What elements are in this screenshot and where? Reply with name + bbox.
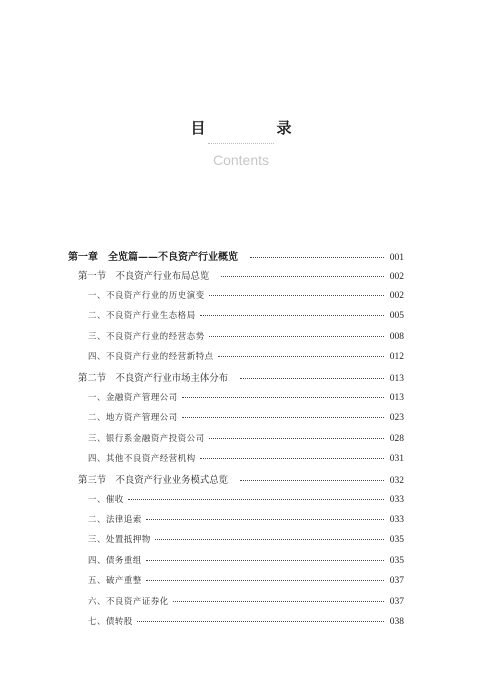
toc-dot-leader [128,499,384,500]
toc-dot-leader [173,601,384,602]
toc-page-number: 013 [389,374,404,385]
toc-dot-leader [146,560,384,561]
toc-page-number: 013 [389,392,404,403]
toc-dot-leader [218,356,384,357]
toc-page-number: 008 [389,331,404,342]
toc-entry-title: 第二节 不良资产行业市场主体分布 [78,373,229,385]
toc-dot-leader [209,438,384,439]
toc-dot-leader [209,295,384,296]
toc-entry-title: 三、银行系金融资产投资公司 [88,432,205,443]
toc-entry-title: 二、地方资产管理公司 [88,412,178,423]
toc-page-number: 028 [389,433,404,444]
toc-entry-title: 二、不良资产行业生态格局 [88,310,196,321]
toc-entry-title: 七、债转股 [88,616,133,627]
page-subtitle: Contents [212,152,270,168]
toc-dot-leader [209,336,384,337]
toc-entry-title: 五、破产重整 [88,575,142,586]
toc-entry-title: 一、催收 [88,493,124,504]
toc-entry[interactable] [68,472,404,492]
toc-entry[interactable] [68,513,404,533]
toc-dot-leader [200,315,384,316]
toc-dot-leader [221,276,383,277]
toc-entry[interactable] [68,432,404,452]
toc-entry[interactable] [68,595,404,615]
toc-entry-title: 二、法律追索 [88,514,142,525]
toc-entry[interactable] [68,370,404,390]
toc-entry-title: 第一节 不良资产行业布局总览 [78,271,210,283]
toc-entry[interactable] [68,330,404,350]
toc-entry[interactable] [68,493,404,513]
toc-entry[interactable] [68,350,404,370]
toc-entry[interactable] [68,554,404,574]
toc-page-number: 001 [389,253,404,263]
toc-entry[interactable] [68,289,404,309]
toc-entry[interactable] [68,574,404,594]
toc-page-number: 002 [389,272,404,283]
contents-heading [0,118,482,168]
toc-entry[interactable] [68,268,404,288]
toc-page-number: 035 [389,555,404,566]
toc-entry[interactable] [68,411,404,431]
toc-entry-title: 三、处置抵押物 [88,534,151,545]
toc-dot-leader [155,539,384,540]
page-title: 目 录 [190,119,320,137]
toc-entry-title: 四、其他不良资产经营机构 [88,452,196,463]
toc-dot-leader [182,397,384,398]
toc-entry[interactable] [68,533,404,553]
toc-dot-leader [240,480,384,481]
toc-dot-leader [137,621,384,622]
toc-page-number: 033 [389,515,404,526]
toc-page-number: 023 [389,413,404,424]
toc-entry[interactable] [68,391,404,411]
toc-entry[interactable] [68,309,404,329]
toc-dot-leader [146,580,384,581]
table-of-contents [68,248,404,635]
toc-entry[interactable] [68,615,404,635]
toc-dot-leader [200,458,384,459]
toc-page-number: 038 [389,617,404,628]
toc-entry-title: 一、金融资产管理公司 [88,391,178,402]
toc-entry-title: 六、不良资产证券化 [88,595,169,606]
toc-entry-title: 第三节 不良资产行业业务模式总览 [78,475,229,487]
toc-page-number: 037 [389,576,404,587]
toc-entry[interactable] [68,452,404,472]
toc-dot-leader [146,519,384,520]
toc-entry-title: 三、不良资产行业的经营态势 [88,330,205,341]
toc-page-number: 012 [389,351,404,362]
toc-page-number: 035 [389,535,404,546]
toc-entry-title: 四、不良资产行业的经营新特点 [88,350,214,361]
title-divider [208,143,274,144]
toc-entry[interactable] [68,248,404,268]
toc-dot-leader [250,257,384,258]
toc-page-number: 005 [389,311,404,322]
toc-page-number: 033 [389,494,404,505]
toc-dot-leader [182,417,384,418]
toc-page-number: 032 [389,476,404,487]
toc-entry-title: 第一章 全览篇——不良资产行业概览 [68,252,238,263]
toc-entry-title: 四、债务重组 [88,554,142,565]
toc-page-number: 031 [389,453,404,464]
toc-entry-title: 一、不良资产行业的历史演变 [88,289,205,300]
toc-dot-leader [240,378,384,379]
toc-page-number: 037 [389,596,404,607]
toc-page-number: 002 [389,290,404,301]
